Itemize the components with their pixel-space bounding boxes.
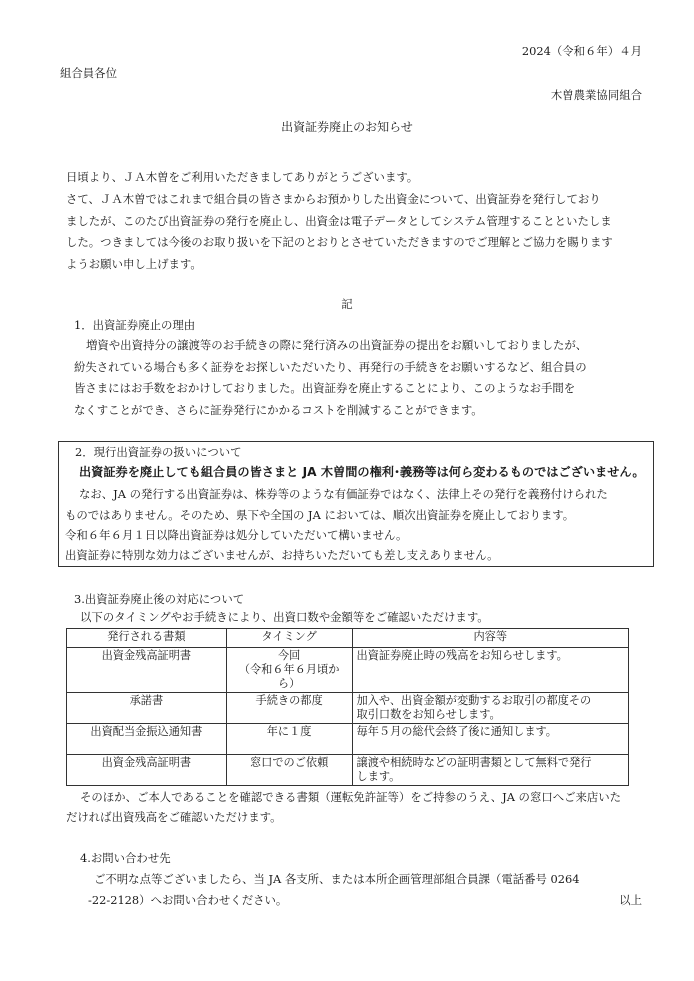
table-row (67, 724, 629, 755)
timing-cell (226, 755, 352, 786)
doc-cell: 承諾書 (67, 693, 227, 724)
table-row (67, 648, 629, 693)
content-line: 加入や、出資金額が変動するお取引の都度その (356, 694, 592, 707)
content-cell (352, 755, 629, 786)
section-2-emphasis: 出資証券を廃止しても組合員の皆さまと JA 木曽間の権利･義務等は何ら変わるものではございません。 (79, 465, 645, 479)
issue-date: 2024（令和６年）４月 (521, 44, 642, 58)
column-header: タイミング (226, 629, 352, 648)
timing-line: 窓口でのご依頼 (249, 756, 329, 769)
timing-line: （令和６年６月頃から） (238, 663, 340, 690)
column-header: 内容等 (352, 629, 629, 648)
section-2-box (58, 441, 654, 567)
content-cell (352, 648, 629, 693)
section-1 (74, 318, 587, 424)
section-3-heading: 3.出資証券廃止後の対応について (74, 592, 245, 606)
content-line: 取引口数をお知らせします。 (356, 708, 501, 721)
intro-line: さて、ＪＡ木曽ではこれまで組合員の皆さまからお預かりした出資金について、出資証券を発行しており (66, 191, 601, 206)
section-1-heading: 1．出資証券廃止の理由 (74, 318, 196, 332)
timing-cell (226, 724, 352, 755)
table-header-row (67, 629, 629, 648)
content-line: 譲渡や相続時などの証明書類として無料で発行 (356, 756, 592, 769)
section-1-line: 皆さまにはお手数をおかけしておりました。出資証券を廃止することにより、このようなお手間を (74, 381, 576, 395)
section-4-heading: 4.お問い合わせ先 (80, 851, 171, 865)
timing-line: 年に１度 (266, 725, 312, 738)
document-title: 出資証券廃止のお知らせ (281, 120, 413, 134)
content-line: します。 (356, 770, 401, 783)
content-line: 出資証券廃止時の残高をお知らせします。 (356, 649, 568, 662)
intro-line: 日頃より、ＪＡ木曽をご利用いただきましてありがとうございます。 (66, 170, 419, 184)
addressee: 組合員各位 (60, 66, 117, 80)
timing-cell (226, 648, 352, 693)
doc-cell: 出資配当金振込通知書 (67, 724, 227, 755)
intro-paragraph (66, 170, 666, 279)
section-2-line: 令和６年６月１日以降出資証券は処分していただいて構いません。 (65, 528, 408, 542)
section-2-line: ものではありません。そのため、県下や全国の JA においては、順次出資証券を廃止しております。 (65, 508, 575, 522)
section-1-line: 紛失されている場合も多く証券をお探しいただいたり、再発行の手続きをお願いするなど、組合員の (74, 359, 587, 374)
timing-cell (226, 693, 352, 724)
closing-mark: 以上 (619, 893, 642, 907)
column-header: 発行される書類 (67, 629, 227, 648)
content-cell (352, 724, 629, 755)
table-row (67, 693, 629, 724)
timing-line: 今回 (277, 649, 301, 662)
table-row (67, 755, 629, 786)
section-2-heading: 2．現行出資証券の扱いについて (75, 445, 242, 459)
documents-table (66, 628, 629, 786)
intro-line: ようお願い申し上げます。 (66, 257, 202, 272)
section-3-note-line: だければ出資残高をご確認いただけます。 (66, 810, 282, 824)
content-line: 毎年５月の総代会終了後に通知します。 (356, 725, 557, 738)
section-2-line: なお、JA の発行する出資証券は、株券等のような有価証券ではなく、法律上その発行を義務付けられた (79, 487, 608, 501)
contact-line: -22-2128）へお問い合わせください。 (88, 893, 288, 907)
intro-line: した。つきましては今後のお取り扱いを下記のとおりとさせていただきますのでご理解とご協力を賜ります (66, 235, 613, 250)
section-1-line: 増資や出資持分の譲渡等のお手続きの際に発行済みの出資証券の提出をお願いしておりましたが、 (86, 338, 588, 352)
content-cell (352, 693, 629, 724)
timing-line: 手続きの都度 (255, 694, 323, 707)
section-1-line: なくすことができ、さらに証券発行にかかるコストを削減することができます。 (74, 402, 483, 417)
section-3-intro: 以下のタイミングやお手続きにより、出資口数や金額等をご確認いただけます。 (80, 610, 489, 624)
contact-line: ご不明な点等ございましたら、当 JA 各支所、または本所企画管理部組合員課（電話番号 0264 (94, 872, 580, 886)
sender-name: 木曽農業協同組合 (550, 88, 642, 102)
intro-line: ましたが、このたび出資証券の発行を廃止し、出資金は電子データとしてシステム管理することといたしま (66, 213, 612, 228)
section-2-line: 出資証券に特別な効力はございませんが、お持ちいただいても差し支えありません。 (65, 548, 499, 562)
section-3-note-line: そのほか、ご本人であることを確認できる書類（運転免許証等）をご持参のうえ、JA の窓口へご来店いた (80, 790, 622, 804)
doc-cell: 出資金残高証明書 (67, 755, 227, 786)
doc-cell: 出資金残高証明書 (67, 648, 227, 693)
ki-marker: 記 (341, 297, 353, 311)
